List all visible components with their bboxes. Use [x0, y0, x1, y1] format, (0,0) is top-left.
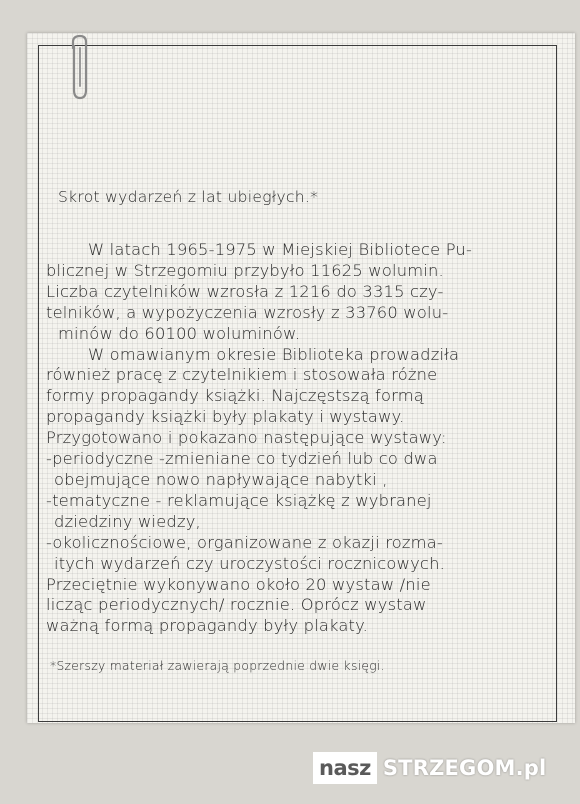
- text-line: blicznej w Strzegomiu przybyło 11625 wolumin.: [46, 260, 444, 280]
- list-item-continuation: itych wydarzeń czy uroczystości rocznicowych.: [54, 553, 445, 573]
- watermark-part2: STRZEGOM.pl: [382, 756, 547, 780]
- watermark-part1: nasz: [313, 752, 377, 784]
- list-item-continuation: dziedziny wiedzy,: [54, 511, 201, 531]
- text-line: W latach 1965-1975 w Miejskiej Bibliotece Pu-: [88, 240, 473, 259]
- text-line: propagandy książki były plakaty i wystawy.: [46, 407, 405, 427]
- handwritten-text: [46, 188, 556, 673]
- list-item: -tematyczne - reklamujące książkę z wybranej: [46, 490, 432, 510]
- text-line: Liczba czytelników wzrosła z 1216 do 3315 czy-: [46, 281, 444, 301]
- text-line: ważną formą propagandy były plakaty.: [46, 616, 369, 636]
- text-line: licząc periodycznych/ rocznie. Oprócz wystaw: [46, 595, 427, 615]
- text-line: telników, a wypożyczenia wzrosły z 33760 wolu-: [46, 302, 449, 322]
- list-item-continuation: obejmujące nowo napływające nabytki ,: [54, 469, 388, 489]
- list-item: -okolicznościowe, organizowane z okazji rozma-: [46, 532, 443, 552]
- text-line: Przeciętnie wykonywano około 20 wystaw /nie: [46, 574, 431, 594]
- site-watermark: [313, 748, 546, 788]
- text-line: formy propagandy książki. Najczęstszą formą: [46, 386, 424, 406]
- footnote: *Szerszy materiał zawierają poprzednie dwie księgi.: [50, 659, 385, 674]
- list-item: -periodyczne -zmieniane co tydzień lub co dwa: [46, 449, 438, 469]
- paperclip-icon: [64, 34, 94, 104]
- text-line: W omawianym okresie Biblioteka prowadziła: [88, 344, 460, 364]
- text-line: również pracę z czytelnikiem i stosowała różne: [46, 365, 438, 385]
- text-line: minów do 60100 woluminów.: [58, 323, 301, 343]
- page-title: Skrot wydarzeń z lat ubiegłych.*: [58, 188, 319, 206]
- text-body: [46, 240, 556, 637]
- text-line: Przygotowano i pokazano następujące wystawy:: [46, 428, 447, 448]
